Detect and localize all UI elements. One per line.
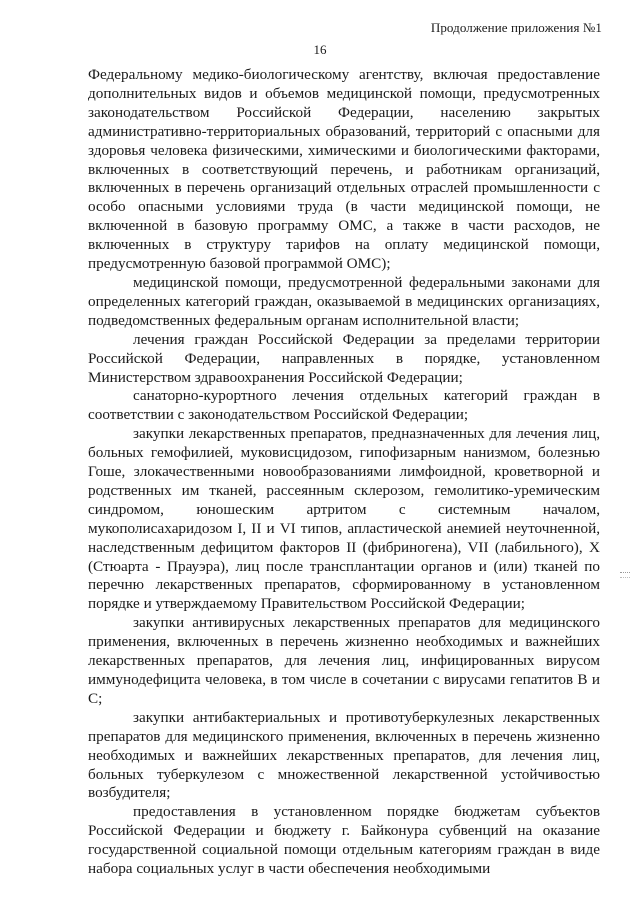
- paragraph-6: закупки антивирусных лекарственных препаратов для медицинского применения, включенных в перечень жизненно необходимых и важнейших лекарственных препаратов, для лечения лиц, инфицированных вирусом иммунодефицита человека, в том числе в сочетании с вирусами гепатитов В и С;: [88, 614, 600, 707]
- document-body: [88, 66, 600, 879]
- page-number: 16: [313, 42, 327, 57]
- scan-artifact: [620, 572, 630, 578]
- paragraph-8: предоставления в установленном порядке бюджетам субъектов Российской Федерации и бюджету г. Байконура субвенций на оказание государственной социальной помощи отдельным категориям граждан в виде набора социальных услуг в части обеспечения необходимыми: [88, 803, 600, 878]
- appendix-continuation-note: Продолжение приложения №1: [430, 20, 602, 35]
- paragraph-5: закупки лекарственных препаратов, предназначенных для лечения лиц, больных гемофилией, муковисцидозом, гипофизарным нанизмом, болезнью Гоше, злокачественными новообразованиями лимфоидной, кроветворной и родственных им тканей, рассеянным склерозом, гемолитико-уремическим синдромом, юношеским артритом с системным началом, мукополисахаридозом I, II и VI типов, апластической анемией неуточненной, наследственным дефицитом факторов II (фибриногена), VII (лабильного), X (Стюарта - Прауэра), лиц после трансплантации органов и (или) тканей по перечню лекарственных препаратов, сформированному в установленном порядке и утверждаемому Правительством Российской Федерации;: [88, 425, 600, 613]
- paragraph-1: Федеральному медико-биологическому агентству, включая предоставление дополнительных видов и объемов медицинской помощи, предусмотренных законодательством Российской Федерации, населению закрытых административно-территориальных образований, территорий с опасными для здоровья человека физическими, химическими и биологическими факторами, включенных в соответствующий перечень, и работникам организаций, включенных в перечень организаций отдельных отраслей промышленности с особо опасными условиями труда (в части медицинской помощи, не включенной в базовую программу ОМС, а также в части расходов, не включенных в структуру тарифов на оплату медицинской помощи, предусмотренную базовой программой ОМС);: [88, 66, 600, 273]
- paragraph-3: лечения граждан Российской Федерации за пределами территории Российской Федерации, направленных в порядке, установленном Министерством здравоохранения Российской Федерации;: [88, 330, 600, 386]
- paragraph-4: санаторно-курортного лечения отдельных категорий граждан в соответствии с законодательством Российской Федерации;: [88, 387, 600, 424]
- paragraph-2: медицинской помощи, предусмотренной федеральными законами для определенных категорий граждан, оказываемой в медицинских организациях, подведомственных федеральным органам исполнительной власти;: [88, 273, 600, 329]
- paragraph-7: закупки антибактериальных и противотуберкулезных лекарственных препаратов для медицинского применения, включенных в перечень жизненно необходимых и важнейших лекарственных препаратов, для лечения лиц, больных туберкулезом с множественной лекарственной устойчивостью возбудителя;: [88, 708, 600, 802]
